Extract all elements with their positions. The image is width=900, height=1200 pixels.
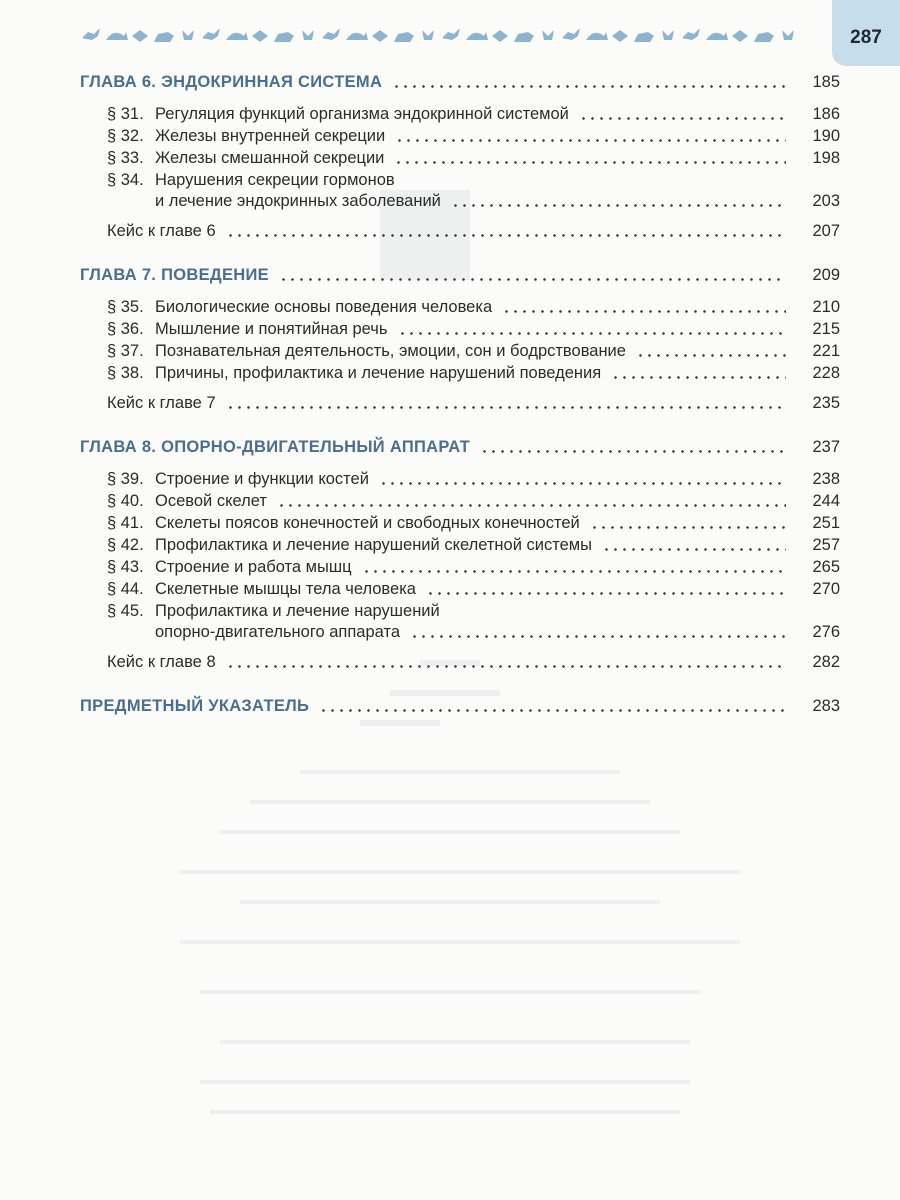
section-title: Причины, профилактика и лечение нарушений поведения bbox=[155, 364, 602, 382]
section-title: Железы смешанной секреции bbox=[155, 149, 385, 167]
section-title: Скелетные мышцы тела человека bbox=[155, 580, 416, 598]
toc-item-37[interactable] bbox=[80, 340, 840, 361]
section-title: Строение и функции костей bbox=[155, 470, 369, 488]
page-number: 287 bbox=[850, 27, 882, 48]
chapter-8-heading[interactable] bbox=[80, 437, 840, 467]
section-number: § 33. bbox=[107, 149, 144, 167]
animal-silhouette-icon bbox=[372, 30, 388, 42]
toc-item-36[interactable] bbox=[80, 318, 840, 339]
toc-item-33[interactable] bbox=[80, 147, 840, 168]
toc-item-34[interactable] bbox=[80, 169, 840, 211]
toc-item-40[interactable] bbox=[80, 490, 840, 511]
dot-leader bbox=[379, 482, 786, 485]
animal-silhouette-icon bbox=[542, 30, 554, 40]
section-number: § 38. bbox=[107, 364, 144, 382]
section-number: § 43. bbox=[107, 558, 144, 576]
section-page: 244 bbox=[812, 492, 840, 510]
section-page: 265 bbox=[812, 558, 840, 576]
section-title: Осевой скелет bbox=[155, 492, 267, 510]
animal-silhouette-icon bbox=[782, 30, 794, 40]
section-title: Профилактика и лечение нарушений скелетной системы bbox=[155, 536, 592, 554]
dot-leader bbox=[279, 278, 786, 281]
animal-silhouette-icon bbox=[394, 32, 414, 42]
dot-leader bbox=[636, 354, 786, 357]
section-number: § 32. bbox=[107, 127, 144, 145]
toc-item-31[interactable] bbox=[80, 103, 840, 124]
section-number: § 41. bbox=[107, 514, 144, 532]
dot-leader bbox=[395, 139, 786, 142]
section-page: 276 bbox=[812, 623, 840, 641]
case-page: 282 bbox=[812, 653, 840, 671]
toc-item-43[interactable] bbox=[80, 556, 840, 577]
animal-silhouette-icon bbox=[634, 32, 654, 42]
section-page: 221 bbox=[812, 342, 840, 360]
animal-silhouette-icon bbox=[732, 30, 748, 42]
case-page: 235 bbox=[812, 394, 840, 412]
section-title: Мышление и понятийная речь bbox=[155, 320, 388, 338]
animal-silhouette-icon bbox=[514, 32, 534, 42]
toc-item-42[interactable] bbox=[80, 534, 840, 555]
animal-silhouette-icon bbox=[302, 30, 314, 40]
section-number: § 40. bbox=[107, 492, 144, 510]
chapter-7-case[interactable] bbox=[80, 393, 840, 415]
dot-leader bbox=[410, 635, 786, 638]
chapter-7-heading[interactable] bbox=[80, 265, 840, 295]
section-page: 210 bbox=[812, 298, 840, 316]
animal-silhouette-icon bbox=[422, 30, 434, 40]
animal-silhouette-icon bbox=[682, 28, 700, 40]
dot-leader bbox=[226, 406, 786, 409]
case-title: Кейс к главе 6 bbox=[107, 222, 216, 240]
animal-frieze-decoration bbox=[82, 22, 802, 46]
section-number: § 35. bbox=[107, 298, 144, 316]
section-number: § 37. bbox=[107, 342, 144, 360]
section-page: 186 bbox=[812, 105, 840, 123]
dot-leader bbox=[392, 85, 786, 88]
section-title: Профилактика и лечение нарушений bbox=[155, 602, 440, 620]
section-title: Познавательная деятельность, эмоции, сон и бодрствование bbox=[155, 342, 626, 360]
dot-leader bbox=[277, 504, 786, 507]
animal-silhouette-icon bbox=[106, 32, 128, 40]
section-number: § 36. bbox=[107, 320, 144, 338]
section-page: 198 bbox=[812, 149, 840, 167]
dot-leader bbox=[480, 450, 786, 453]
animal-silhouette-icon bbox=[706, 32, 728, 40]
toc-item-38[interactable] bbox=[80, 362, 840, 383]
chapter-title: ГЛАВА 8. ОПОРНО-ДВИГАТЕЛЬНЫЙ АППАРАТ bbox=[80, 438, 470, 456]
section-title: Нарушения секреции гормонов bbox=[155, 171, 395, 189]
chapter-page: 185 bbox=[812, 73, 840, 91]
section-number: § 31. bbox=[107, 105, 144, 123]
case-title: Кейс к главе 7 bbox=[107, 394, 216, 412]
animal-silhouette-icon bbox=[322, 28, 340, 40]
section-page: 190 bbox=[812, 127, 840, 145]
section-page: 251 bbox=[812, 514, 840, 532]
dot-leader bbox=[602, 548, 786, 551]
dot-leader bbox=[319, 709, 786, 712]
chapter-title: ГЛАВА 7. ПОВЕДЕНИЕ bbox=[80, 266, 269, 284]
chapter-8-case[interactable] bbox=[80, 652, 840, 674]
toc-item-45[interactable] bbox=[80, 600, 840, 642]
section-number: § 44. bbox=[107, 580, 144, 598]
page-number-tab bbox=[832, 0, 900, 66]
animal-silhouette-icon bbox=[202, 28, 220, 40]
index-title: ПРЕДМЕТНЫЙ УКАЗАТЕЛЬ bbox=[80, 697, 310, 715]
dot-leader bbox=[226, 665, 786, 668]
dot-leader bbox=[451, 204, 786, 207]
section-page: 257 bbox=[812, 536, 840, 554]
toc-item-39[interactable] bbox=[80, 468, 840, 489]
section-page: 228 bbox=[812, 364, 840, 382]
dot-leader bbox=[226, 234, 786, 237]
animal-silhouette-icon bbox=[492, 30, 508, 42]
section-number: § 42. bbox=[107, 536, 144, 554]
toc-item-32[interactable] bbox=[80, 125, 840, 146]
chapter-6-heading[interactable] bbox=[80, 72, 840, 102]
animal-silhouettes-icon bbox=[82, 22, 802, 46]
chapter-6-case[interactable] bbox=[80, 221, 840, 243]
section-title: Строение и работа мышц bbox=[155, 558, 352, 576]
section-page: 238 bbox=[812, 470, 840, 488]
section-title: Регуляция функций организма эндокринной системой bbox=[155, 105, 569, 123]
index-page: 283 bbox=[812, 697, 840, 715]
dot-leader bbox=[394, 161, 786, 164]
toc-item-41[interactable] bbox=[80, 512, 840, 533]
section-title: Железы внутренней секреции bbox=[155, 127, 386, 145]
dot-leader bbox=[590, 526, 786, 529]
subject-index-heading[interactable] bbox=[80, 696, 840, 726]
animal-silhouette-icon bbox=[562, 28, 580, 40]
case-title: Кейс к главе 8 bbox=[107, 653, 216, 671]
toc-item-44[interactable] bbox=[80, 578, 840, 599]
section-number: § 34. bbox=[107, 171, 144, 189]
section-number: § 39. bbox=[107, 470, 144, 488]
animal-silhouette-icon bbox=[274, 32, 294, 42]
section-page: 270 bbox=[812, 580, 840, 598]
animal-silhouette-icon bbox=[754, 32, 774, 42]
animal-silhouette-icon bbox=[132, 30, 148, 42]
animal-silhouette-icon bbox=[154, 32, 174, 42]
section-title-continued: и лечение эндокринных заболеваний bbox=[155, 192, 441, 210]
animal-silhouette-icon bbox=[252, 30, 268, 42]
chapter-title: ГЛАВА 6. ЭНДОКРИННАЯ СИСТЕМА bbox=[80, 73, 383, 91]
animal-silhouette-icon bbox=[662, 30, 674, 40]
dot-leader bbox=[502, 310, 786, 313]
section-title-continued: опорно-двигательного аппарата bbox=[155, 623, 401, 641]
table-of-contents bbox=[80, 72, 840, 726]
section-title: Скелеты поясов конечностей и свободных конечностей bbox=[155, 514, 580, 532]
section-page: 215 bbox=[812, 320, 840, 338]
toc-item-35[interactable] bbox=[80, 296, 840, 317]
case-page: 207 bbox=[812, 222, 840, 240]
section-title: Биологические основы поведения человека bbox=[155, 298, 493, 316]
animal-silhouette-icon bbox=[182, 30, 194, 40]
animal-silhouette-icon bbox=[226, 32, 248, 40]
dot-leader bbox=[398, 332, 787, 335]
animal-silhouette-icon bbox=[82, 28, 100, 40]
animal-silhouette-icon bbox=[586, 32, 608, 40]
animal-silhouette-icon bbox=[346, 32, 368, 40]
section-page: 203 bbox=[812, 192, 840, 210]
dot-leader bbox=[579, 117, 786, 120]
animal-silhouette-icon bbox=[612, 30, 628, 42]
animal-silhouette-icon bbox=[442, 28, 460, 40]
dot-leader bbox=[362, 570, 786, 573]
dot-leader bbox=[611, 376, 786, 379]
chapter-page: 209 bbox=[812, 266, 840, 284]
animal-silhouette-icon bbox=[466, 32, 488, 40]
dot-leader bbox=[426, 592, 786, 595]
chapter-page: 237 bbox=[812, 438, 840, 456]
section-number: § 45. bbox=[107, 602, 144, 620]
